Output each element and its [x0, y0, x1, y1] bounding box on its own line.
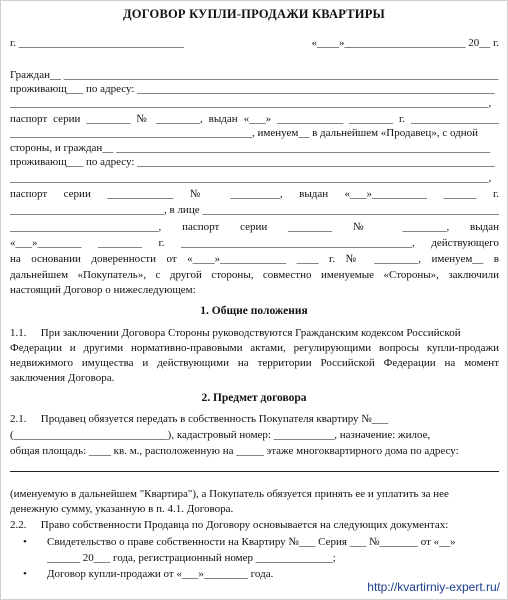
clause-text: Право собственности Продавца по Договору основывается на следующих документах: — [40, 519, 449, 531]
place-line: г. ______________________________ — [10, 37, 184, 49]
power-of-attorney-line: на основании доверенности от «____»____________ ____ г. № ________, именуем__ в — [10, 253, 499, 265]
address-blank-rule — [10, 471, 499, 472]
seller-passport-line: паспорт серии ________ № ________, выдан «___» ____________ ________ г. ________________ — [10, 113, 499, 125]
seller-address-cont: _______________________________________________________________________________________, — [10, 97, 492, 109]
clause-number: 2.1. — [10, 413, 27, 425]
clause-text: Продавец обязуется передать в собственность Покупателя квартиру №___ — [40, 413, 389, 425]
document-title: ДОГОВОР КУПЛИ-ПРОДАЖИ КВАРТИРЫ — [122, 7, 386, 21]
clause-1-1-line-3: недвижимого имущества и действующими на территории Российской Федерации на момент — [10, 357, 499, 369]
buyer-named-line: дальнейшем «Покупатель», с другой стороны, совместно именуемые «Стороны», заключили — [10, 269, 499, 281]
clause-2-1-line-3: общая площадь: ____ кв. м., расположенную на _____ этаже многоквартирного дома по адресу: — [10, 445, 459, 457]
watermark-link[interactable]: http://kvartirniy-expert.ru/ — [364, 579, 503, 595]
representative-line: ____________________________, в лице ______________________________________________________ — [10, 204, 499, 216]
buyer-address-line: проживающ___ по адресу: _________________________________________________________________ — [10, 156, 495, 168]
clause-text: При заключении Договора Стороны руководствуются Гражданским кодексом Российской — [40, 327, 461, 339]
bullet-certificate-line-2: ______ 20___ года, регистрационный номер ______________; — [47, 552, 336, 564]
clause-2-2 — [10, 519, 499, 532]
buyer-intro-line: стороны, и граждан__ ____________________________________________________________________ — [10, 142, 491, 154]
clause-2-1-line-5: денежную сумму, указанную в п. 4.1. Договора. — [10, 503, 234, 515]
date-line: «____»______________________ 20__ г. — [311, 37, 499, 49]
seller-name-line: Граждан__ _______________________________________________________________________________ — [10, 69, 499, 81]
clause-2-1 — [10, 413, 499, 426]
clause-2-1-line-2: (____________________________), кадастровый номер: ___________, назначение: жилое, — [10, 429, 431, 441]
intro-closing-line: настоящий Договор о нижеследующем: — [10, 284, 196, 296]
clause-2-1-line-4: (именуемую в дальнейшем "Квартира"), а Покупатель обязуется принять ее и уплатить за нее — [10, 488, 449, 500]
seller-address-line: проживающ___ по адресу: _________________________________________________________________ — [10, 83, 495, 95]
clause-number: 2.2. — [10, 519, 27, 531]
bullet-certificate-line-1: Свидетельство о праве собственности на Квартиру №___ Серия ___ №_______ от «__» — [47, 536, 456, 548]
buyer-address-cont: _______________________________________________________________________________________, — [10, 172, 492, 184]
bullet-icon: • — [23, 568, 27, 580]
clause-1-1 — [10, 327, 499, 340]
section-2-heading: 2. Предмет договора — [201, 392, 307, 404]
bullet-icon: • — [23, 536, 27, 548]
seller-named-line: ____________________________________________, именуем__ в дальнейшем «Продавец», с одной — [10, 127, 478, 139]
buyer-passport-line: паспорт серии ____________ № _________, выдан «___»__________ ______ г. — [10, 188, 499, 200]
section-1-heading: 1. Общие положения — [200, 305, 308, 317]
clause-1-1-line-2: Федерации и другими нормативно-правовыми актами, регулирующими вопросы купли-продажи — [10, 342, 499, 354]
bullet-purchase-agreement: Договор купли-продажи от «___»________ года. — [47, 568, 274, 580]
clause-1-1-line-4: заключения Договора. — [10, 372, 115, 384]
representative-passport-line: ___________________________, паспорт серии ________ № ________, выдан — [10, 221, 499, 233]
representative-issued-line: «___»________ ________ г. __________________________________________, действующего — [10, 237, 499, 249]
clause-number: 1.1. — [10, 327, 27, 339]
